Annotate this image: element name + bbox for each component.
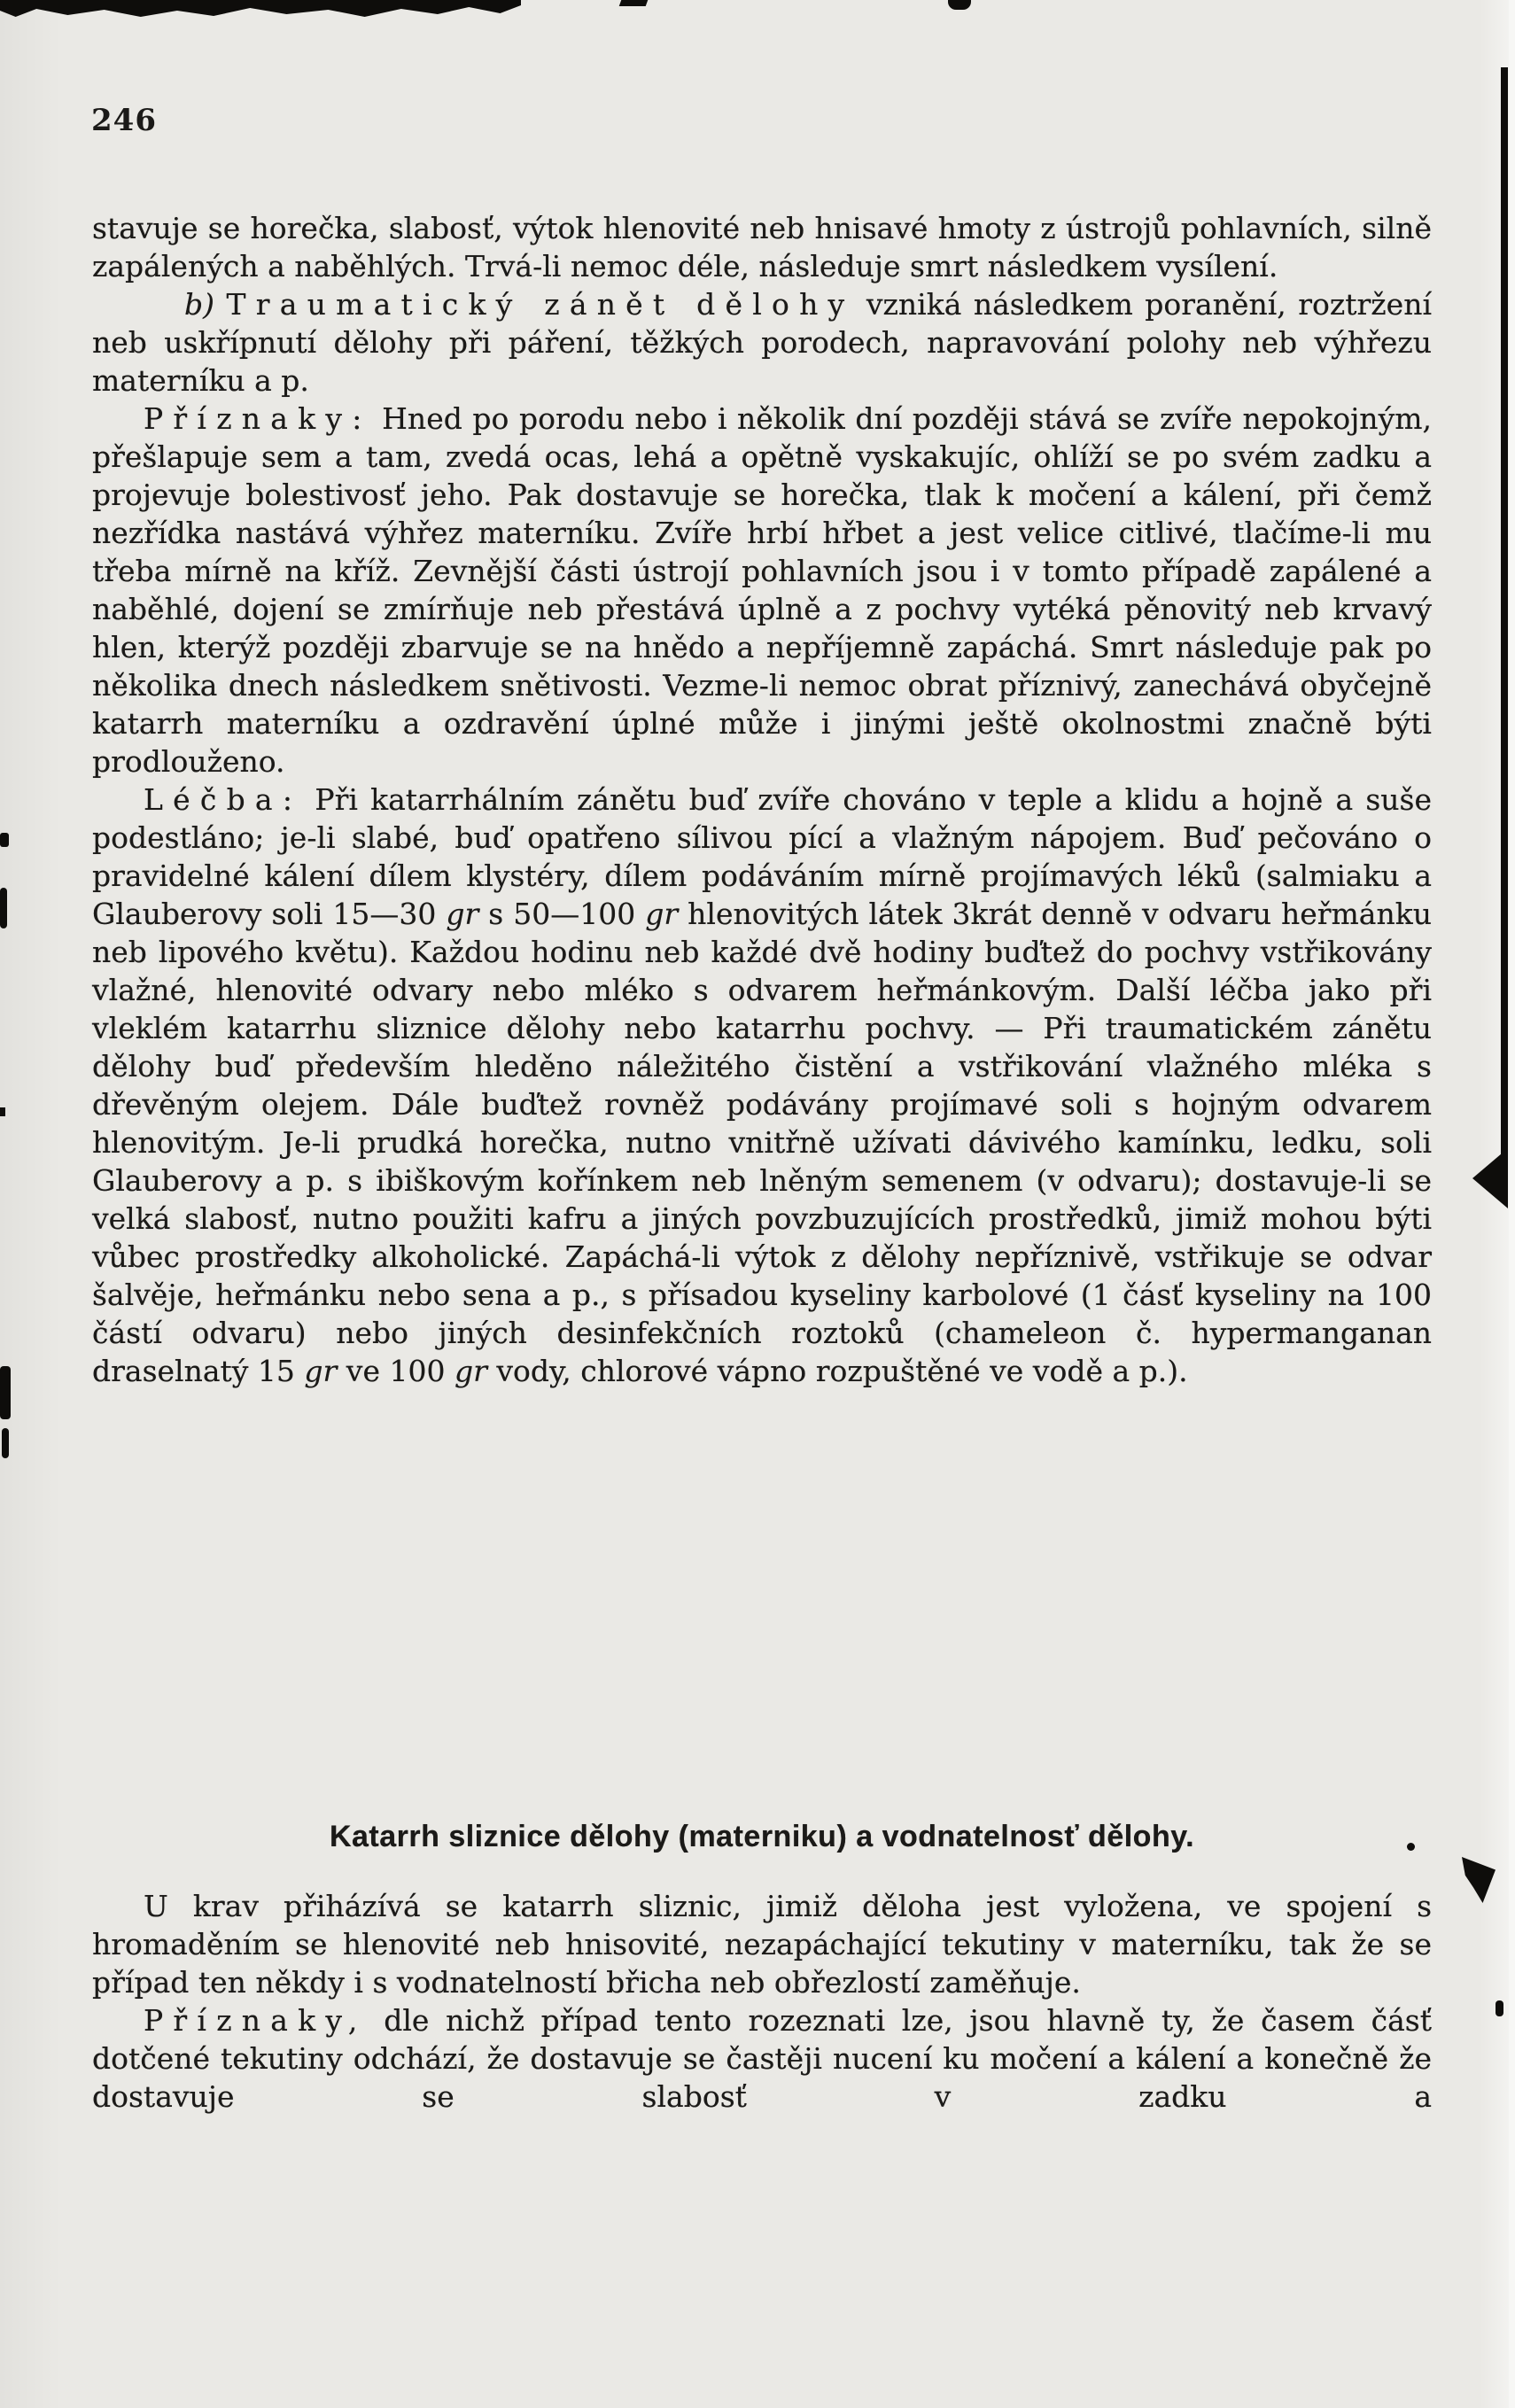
paragraph bbox=[92, 1887, 1432, 2001]
scan-artifact-right-arrowhead bbox=[1472, 1148, 1508, 1208]
paragraph-text: vody, chlorové vápno rozpuštěné ve vodě a p.). bbox=[486, 1354, 1188, 1388]
paragraph-lead: Léčba: bbox=[144, 782, 303, 817]
scan-artifact-left-speck bbox=[0, 1107, 5, 1116]
paragraph-text: dle nichž případ tento rozeznati lze, jsou hlavně ty, že časem čásť dotčené tekutiny odchází, že dostavuje se častěji nucení ku močení a kálení a konečně že dostavuje se slabosť v zadku a bbox=[92, 2003, 1432, 2114]
section-heading: Katarrh sliznice dělohy (materniku) a vodnatelnosť dělohy. bbox=[329, 1820, 1195, 1853]
scan-artifact-right-bar bbox=[1501, 67, 1508, 1169]
paragraph-lead: Příznaky, bbox=[144, 2003, 368, 2038]
paragraph-text: hlenovitých látek 3krát denně v odvaru heřmánku neb lipového květu). Každou hodinu neb každé dvě hodiny buďtež do pochvy vstřikovány vlažné, hlenovité odvary nebo mléko s odvarem heřmánkovým. Další léčba jako při vleklém katarrhu sliznice dělohy nebo katarrhu pochvy. — Při traumatickém zánětu dělohy buď především hleděno náležitého čistění a vstřikování vlažného mléka s dřevěným olejem. Dále buďtež rovněž podávány projímavé soli s hojným odvarem hlenovitým. Je-li prudká horečka, nutno vnitřně užívati dávivého kamínku, ledku, soli Glauberovy a p. s ibiškovým kořínkem neb lněným semenem (v odvaru); dostavuje-li se velká slabosť, nutno použiti kafru a jiných povzbuzujících prostředků, jimiž mohou býti vůbec prostředky alkoholické. Zapáchá-li výtok z dělohy nepříznivě, vstřikuje se odvar šalvěje, heřmánku nebo sena a p., s přísadou kyseliny karbolové (1 čásť kyseliny na 100 částí odvaru) nebo jiných desinfekčních roztoků (chameleon č. hypermanganan draselnatý 15 bbox=[92, 897, 1432, 1388]
paragraph bbox=[92, 209, 1432, 285]
paragraph-text: vzniká následkem poranění, roztržení neb uskřípnutí dělohy při páření, těžkých porodech, napravování polohy neb výhřezu materníku a p. bbox=[92, 287, 1432, 398]
body-text-lower bbox=[92, 1887, 1432, 2116]
paragraph-lead: Příznaky: bbox=[144, 401, 372, 436]
scan-artifact-top-band bbox=[0, 0, 521, 18]
paragraph-text: s 50—100 bbox=[478, 897, 646, 931]
paragraph bbox=[92, 400, 1432, 781]
body-text-upper bbox=[92, 209, 1432, 1390]
paragraph-text: Při katarrhálním zánětu buď zvíře chováno v teple a klidu a hojně a suše podestláno; je-li slabé, buď opatřeno sílivou pící a vlažným nápojem. Buď pečováno o pravidelné kálení dílem klystéry, dílem podáváním mírně projímavých léků (salmiaku a Glauberovy soli 15—30 bbox=[92, 782, 1432, 931]
scan-artifact-right-mark bbox=[1462, 1857, 1496, 1903]
scan-artifact-top-blip bbox=[948, 0, 971, 10]
paragraph-text: gr bbox=[446, 897, 479, 931]
paragraph-text: b) bbox=[184, 287, 227, 322]
scan-artifact-top-dash bbox=[619, 0, 649, 6]
paragraph-text: U krav přiházívá se katarrh sliznic, jimiž děloha jest vyložena, ve spojení s hromaděním se hlenovité neb hnisovité, nezapáchající tekutiny v materníku, tak že se případ ten někdy i s vodnatelností břicha neb obřezlostí zaměňuje. bbox=[92, 1889, 1432, 2000]
page-number: 246 bbox=[91, 103, 157, 138]
paragraph-text: Hned po porodu nebo i několik dní později stává se zvíře nepokojným, přešlapuje sem a tam, zvedá ocas, lehá a opětně vyskakujíc, ohlíží se po svém zadku a projevuje bolestivosť jeho. Pak dostavuje se horečka, tlak k močení a kálení, při čemž nezřídka nastává výhřez materníku. Zvíře hrbí hřbet a jest velice citlivé, tlačíme-li mu třeba mírně na kříž. Zevnější části ústrojí pohlavních jsou i v tomto případě zapálené a naběhlé, dojení se zmírňuje neb přestává úplně a z pochvy vytéká pěnovitý neb krvavý hlen, kterýž později zbarvuje se na hnědo a nepříjemně zapáchá. Smrt následuje pak po několika dnech následkem snětivosti. Vezme-li nemoc obrat příznivý, zanechává obyčejně katarrh materníku a ozdravění úplné může i jinými ještě okolnostmi značně býti prodlouženo. bbox=[92, 401, 1432, 779]
paragraph-text: stavuje se horečka, slabosť, výtok hlenovité neb hnisavé hmoty z ústrojů pohlavních, silně zapálených a naběhlých. Trvá-li nemoc déle, následuje smrt následkem vysílení. bbox=[92, 211, 1432, 284]
scan-artifact-left-speck bbox=[0, 888, 7, 928]
scan-artifact-right-tick bbox=[1496, 2000, 1503, 2016]
paragraph bbox=[92, 2001, 1432, 2116]
paragraph-text: ve 100 bbox=[337, 1354, 454, 1388]
paragraph-text: gr bbox=[454, 1354, 487, 1388]
scan-edge-strip bbox=[1509, 0, 1515, 2408]
scan-artifact-left-speck bbox=[0, 1366, 11, 1419]
paragraph-text: gr bbox=[645, 897, 679, 931]
scan-artifact-left-speck bbox=[2, 1428, 9, 1458]
paragraph-lead: Traumatický zánět dělohy bbox=[226, 287, 855, 322]
paragraph bbox=[92, 781, 1432, 1390]
paragraph-text: gr bbox=[304, 1354, 338, 1388]
paragraph bbox=[92, 285, 1432, 400]
scan-artifact-left-speck bbox=[0, 833, 9, 847]
